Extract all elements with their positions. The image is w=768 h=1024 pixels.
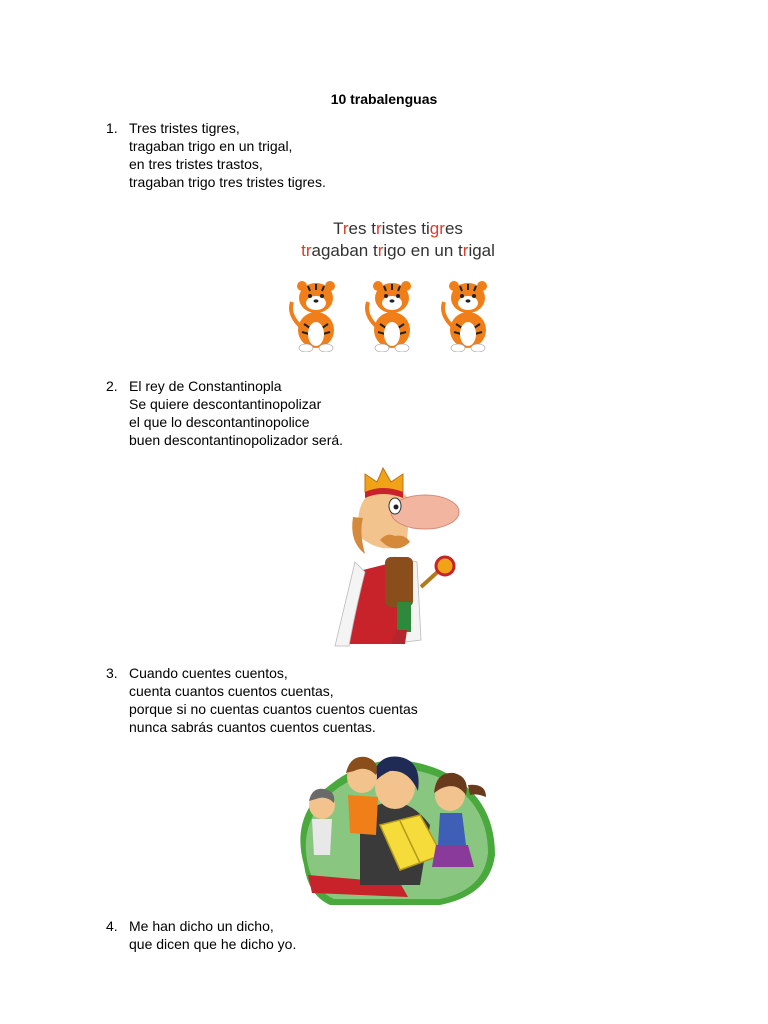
verse-line: tragaban trigo en un trigal, [129, 138, 293, 154]
verse-line: cuenta cuantos cuentos cuentas, [129, 683, 334, 699]
list-item [106, 664, 418, 736]
document-title: 10 trabalenguas [330, 91, 438, 107]
verse-line: Se quiere descontantinopolizar [129, 396, 322, 412]
verse-line: buen descontantinopolizador será. [129, 432, 344, 448]
verse-line: El rey de Constantinopla [129, 378, 282, 394]
item-number: 3. [106, 665, 118, 681]
verse-line: nunca sabrás cuantos cuentos cuentas. [129, 719, 376, 735]
king-illustration [325, 462, 475, 652]
item-number: 2. [106, 378, 118, 394]
verse-line: Tres tristes tigres, [129, 120, 240, 136]
list-item [106, 119, 326, 191]
verse-line: en tres tristes trastos, [129, 156, 263, 172]
verse-line: tragaban trigo tres tristes tigres. [129, 174, 326, 190]
list-item [106, 917, 296, 953]
caption-line-1: Tres tristes tigres [333, 219, 463, 238]
caption-line-2: tragaban trigo en un trigal [301, 241, 495, 260]
verse-line: el que lo descontantinopolice [129, 414, 310, 430]
tigers-illustration [284, 272, 504, 352]
tigers-image-caption [288, 218, 508, 262]
verse-line: porque si no cuentas cuantos cuentos cuentas [129, 701, 418, 717]
item-number: 4. [106, 918, 118, 934]
verse-line: Me han dicho un dicho, [129, 918, 274, 934]
reading-children-illustration [290, 745, 500, 910]
verse-line: que dicen que he dicho yo. [129, 936, 297, 952]
verse-line: Cuando cuentes cuentos, [129, 665, 288, 681]
item-number: 1. [106, 120, 118, 136]
list-item [106, 377, 343, 449]
